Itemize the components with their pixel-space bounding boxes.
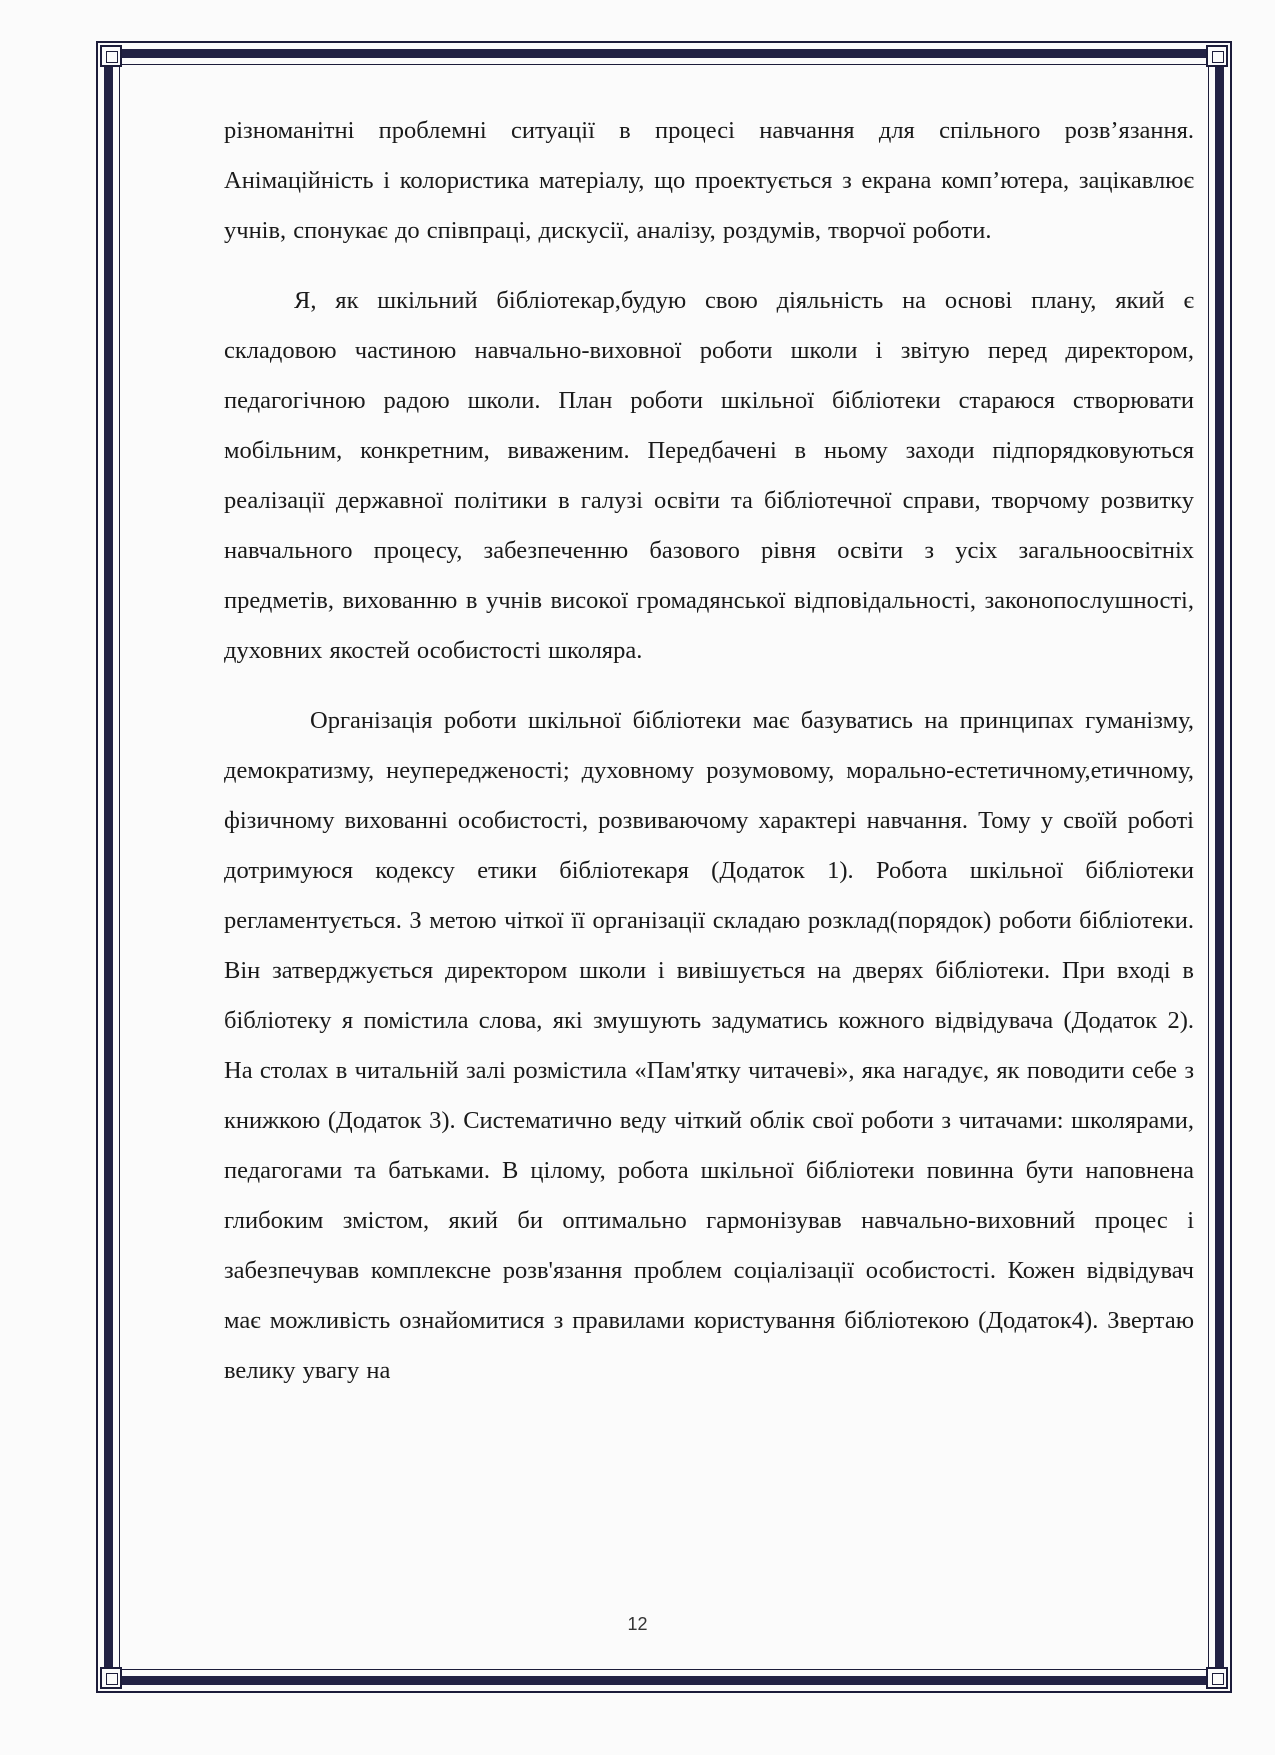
border-corner-ornament xyxy=(1206,1667,1228,1689)
paragraph: Організація роботи шкільної бібліотеки має базуватись на принципах гуманізму, демократизму, неупередженості; духовному розумовому, морально-естетичному,етичному, фізичному вихованні особистості, розвиваючому характері навчання. Тому у своїй роботі дотримуюся кодексу етики бібліотекаря (Додаток 1). Робота шкільної бібліотеки регламентується. З метою чіткої її організації складаю розклад(порядок) роботи бібліотеки. Він затверджується директором школи і вивішується на дверях бібліотеки. При вході в бібліотеку я помістила слова, які змушують задуматись кожного відвідувача (Додаток 2). На столах в читальній залі розмістила «Пам'ятку читачеві», яка нагадує, як поводити себе з книжкою (Додаток 3). Систематично веду чіткий облік свої роботи з читачами: школярами, педагогами та батьками. В цілому, робота шкільної бібліотеки повинна бути наповнена глибоким змістом, який би оптимально гармонізував навчально-виховний процес і забезпечував комплексне розв'язання проблем соціалізації особистості. Кожен відвідувач має можливість ознайомитися з правилами користування бібліотекою (Додаток4). Звертаю велику увагу на xyxy=(224,707,1194,1384)
border-corner-ornament xyxy=(100,1667,122,1689)
document-body xyxy=(224,106,1194,1396)
paragraph: різноманітні проблемні ситуації в процесі навчання для спільного розв’язання. Анімаційність і колористика матеріалу, що проектується з екрана комп’ютера, зацікавлює учнів, спонукає до співпраці, дискусії, аналізу, роздумів, творчої роботи. xyxy=(224,117,1194,244)
border-corner-ornament xyxy=(100,45,122,67)
page-number: 12 xyxy=(627,1614,648,1634)
border-corner-ornament xyxy=(1206,45,1228,67)
paragraph: Я, як шкільний бібліотекар,будую свою діяльність на основі плану, який є складовою частиною навчально-виховної роботи школи і звітую перед директором, педагогічною радою школи. План роботи шкільної бібліотеки стараюся створювати мобільним, конкретним, виваженим. Передбачені в ньому заходи підпорядковуються реалізації державної політики в галузі освіти та бібліотечної справи, творчому розвитку навчального процесу, забезпеченню базового рівня освіти з усіх загальноосвітніх предметів, вихованню в учнів високої громадянської відповідальності, законопослушності, духовних якостей особистості школяра. xyxy=(224,287,1194,664)
